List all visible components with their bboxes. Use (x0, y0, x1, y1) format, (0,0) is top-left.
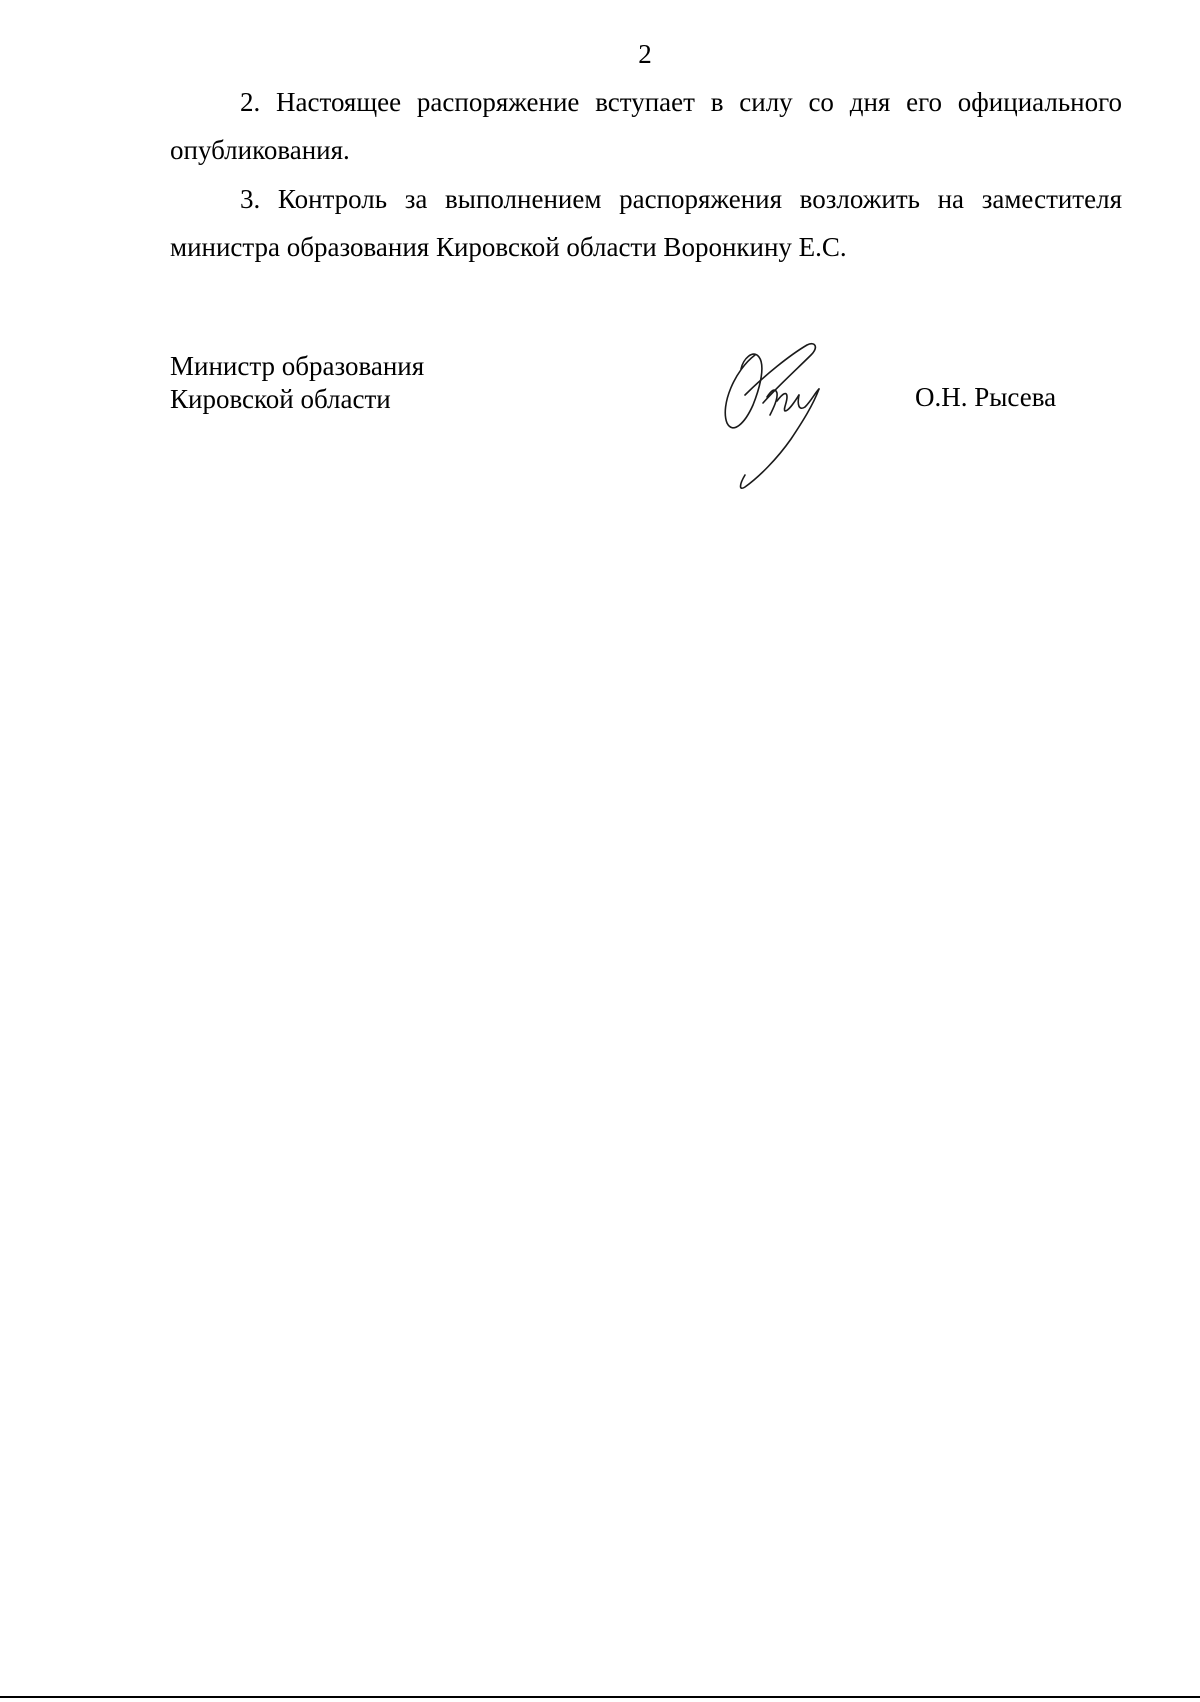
signer-position (170, 350, 424, 416)
handwritten-signature (715, 335, 855, 495)
signer-position-line-1: Министр образования (170, 351, 425, 381)
paragraph-2: 2. Настоящее распоряжение вступает в силу со дня его официального опубликования. (170, 87, 1122, 165)
signer-position-line-2: Кировской области (170, 384, 391, 414)
paragraph-3: 3. Контроль за выполнением распоряжения возложить на заместителя министра образования Кировской области Воронкину Е.С. (170, 184, 1122, 262)
page-number: 2 (638, 39, 652, 69)
document-body (170, 78, 1122, 271)
signer-name: О.Н. Рысева (915, 382, 1057, 412)
page-bottom-edge (0, 1696, 1200, 1698)
